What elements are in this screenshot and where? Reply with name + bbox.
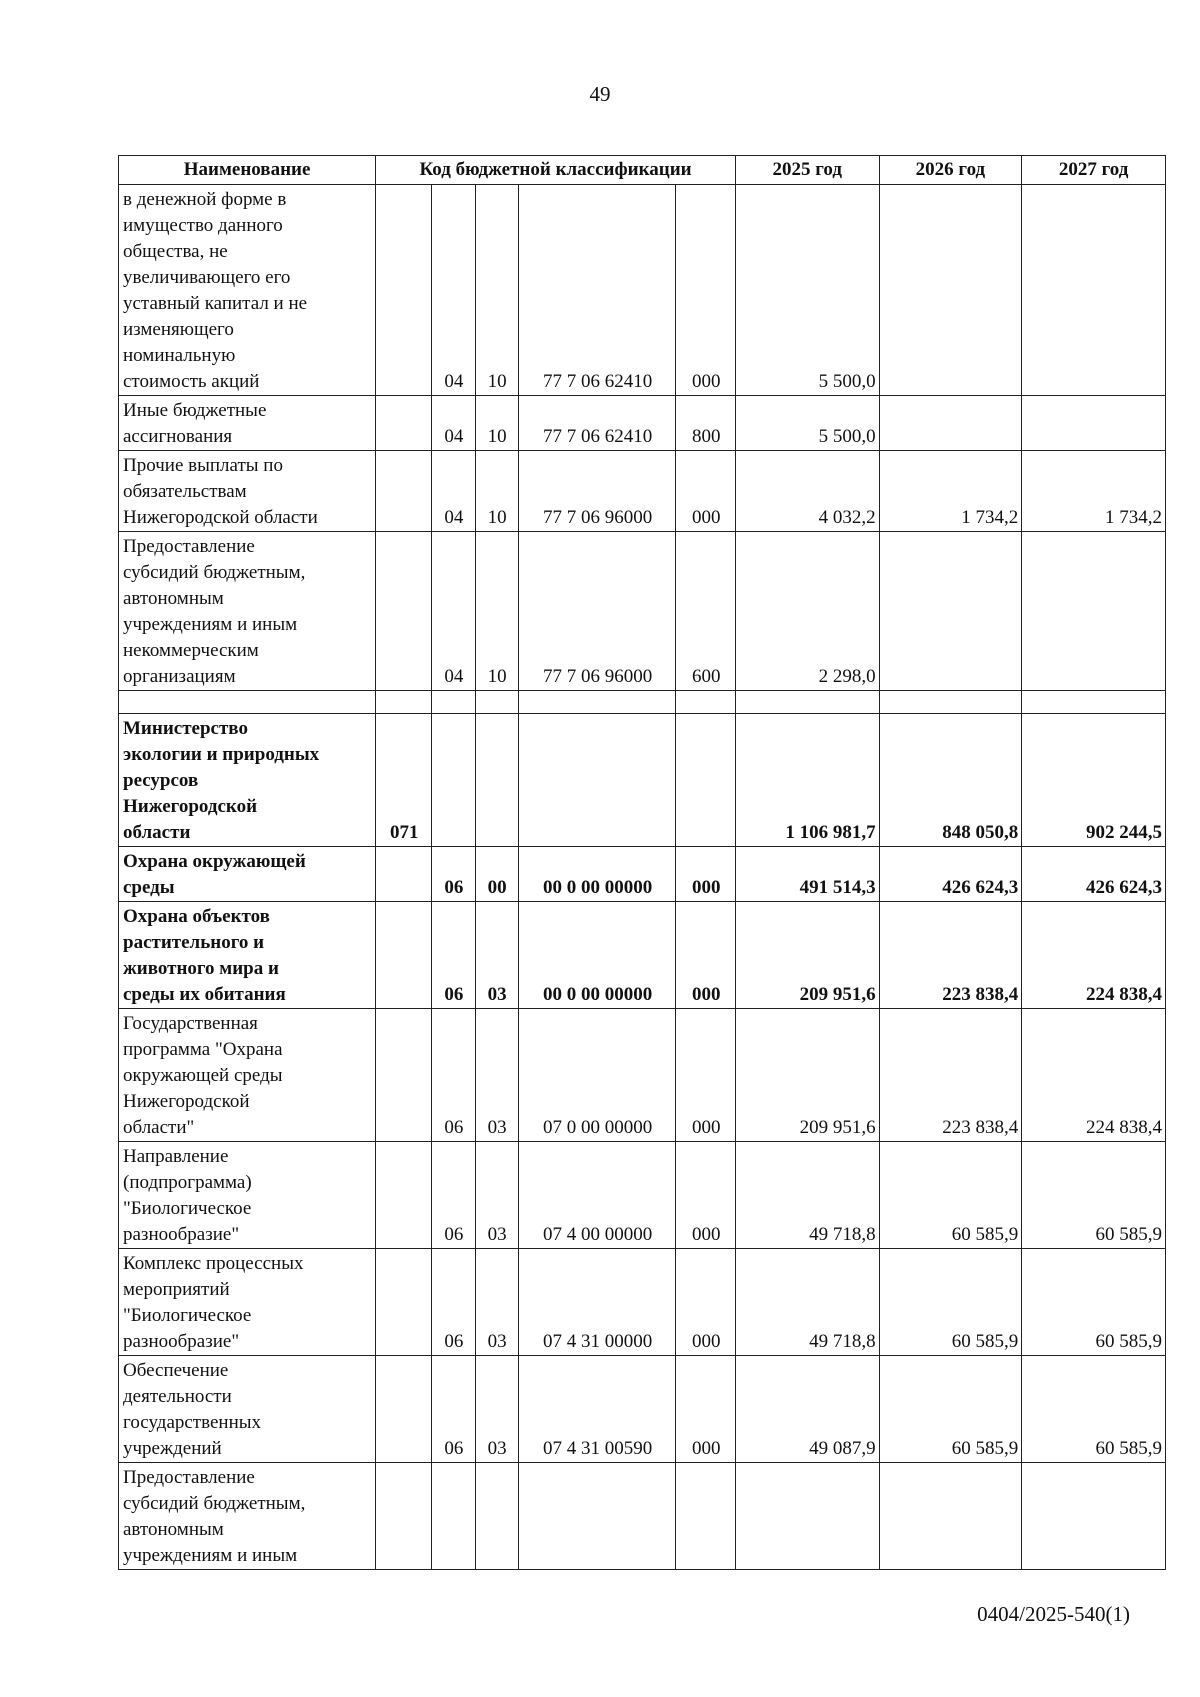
cell-y2027 — [1022, 396, 1166, 451]
cell-ministry — [376, 1142, 432, 1249]
cell-section: 06 — [432, 1142, 475, 1249]
cell-expense: 000 — [676, 902, 735, 1009]
row-name-line: обязательствам — [123, 481, 247, 502]
table-row — [119, 1142, 1166, 1249]
row-name-line: Обеспечение — [123, 1360, 229, 1381]
cell-y2026: 60 585,9 — [879, 1356, 1022, 1463]
cell-section: 04 — [432, 532, 475, 691]
cell-y2027: 60 585,9 — [1022, 1356, 1166, 1463]
cell-subsection: 10 — [475, 532, 518, 691]
cell-section: 04 — [432, 396, 475, 451]
row-name-line: учреждениям и иным — [123, 614, 298, 635]
row-name-line: общества, не — [123, 241, 228, 262]
cell-target: 07 4 00 00000 — [518, 1142, 676, 1249]
cell-ministry — [376, 691, 432, 714]
cell-y2026 — [879, 185, 1022, 396]
row-name — [119, 532, 376, 691]
cell-subsection: 10 — [475, 396, 518, 451]
cell-section: 04 — [432, 185, 475, 396]
cell-y2027: 224 838,4 — [1022, 902, 1166, 1009]
row-name — [119, 691, 376, 714]
row-name-line: Нижегородской области — [123, 507, 318, 528]
cell-y2026: 223 838,4 — [879, 1009, 1022, 1142]
row-name-line: "Биологическое — [123, 1198, 252, 1219]
cell-y2025: 49 718,8 — [735, 1142, 879, 1249]
row-name-line: Предоставление — [123, 1467, 255, 1488]
table-row — [119, 1356, 1166, 1463]
cell-ministry — [376, 847, 432, 902]
cell-subsection: 03 — [475, 902, 518, 1009]
cell-target: 07 4 31 00000 — [518, 1249, 676, 1356]
page-number: 49 — [589, 82, 611, 106]
cell-subsection — [475, 1463, 518, 1570]
row-name-line: Министерство — [123, 718, 248, 739]
header-2025: 2025 год — [735, 156, 879, 185]
table-row — [119, 1249, 1166, 1356]
row-name-line: Государственная — [123, 1013, 258, 1034]
cell-y2026 — [879, 532, 1022, 691]
cell-y2027 — [1022, 532, 1166, 691]
cell-section: 06 — [432, 1356, 475, 1463]
table-row — [119, 532, 1166, 691]
cell-y2025: 4 032,2 — [735, 451, 879, 532]
cell-y2027 — [1022, 185, 1166, 396]
row-name-line: Предоставление — [123, 536, 255, 557]
cell-y2026: 60 585,9 — [879, 1249, 1022, 1356]
cell-y2025: 5 500,0 — [735, 185, 879, 396]
row-name-line: увеличивающего его — [123, 267, 291, 288]
table-row — [119, 1463, 1166, 1570]
row-name-line: изменяющего — [123, 319, 234, 340]
row-name-line: окружающей среды — [123, 1065, 283, 1086]
table-row — [119, 185, 1166, 396]
row-name — [119, 1356, 376, 1463]
cell-ministry — [376, 1009, 432, 1142]
cell-ministry — [376, 1463, 432, 1570]
cell-ministry — [376, 1356, 432, 1463]
cell-y2026: 223 838,4 — [879, 902, 1022, 1009]
table-row — [119, 847, 1166, 902]
cell-y2025: 5 500,0 — [735, 396, 879, 451]
cell-y2025: 491 514,3 — [735, 847, 879, 902]
row-name-line: ассигнования — [123, 426, 233, 447]
cell-section — [432, 1463, 475, 1570]
row-name — [119, 902, 376, 1009]
cell-y2026: 426 624,3 — [879, 847, 1022, 902]
cell-subsection — [475, 691, 518, 714]
row-name-line: (подпрограмма) — [123, 1172, 252, 1193]
row-name-line: Охрана объектов — [123, 906, 270, 927]
cell-expense: 600 — [676, 532, 735, 691]
cell-y2025: 1 106 981,7 — [735, 714, 879, 847]
row-name-line: растительного и — [123, 932, 265, 953]
cell-y2027: 60 585,9 — [1022, 1249, 1166, 1356]
cell-target: 77 7 06 96000 — [518, 451, 676, 532]
row-name-line: некоммерческим — [123, 640, 259, 661]
cell-subsection — [475, 714, 518, 847]
row-name-line: Прочие выплаты по — [123, 455, 283, 476]
table-row — [119, 902, 1166, 1009]
cell-expense: 000 — [676, 1009, 735, 1142]
row-name-line: области" — [123, 1117, 195, 1138]
header-code: Код бюджетной классификации — [376, 156, 736, 185]
cell-y2027: 60 585,9 — [1022, 1142, 1166, 1249]
cell-expense: 000 — [676, 1142, 735, 1249]
cell-subsection: 03 — [475, 1009, 518, 1142]
cell-expense — [676, 714, 735, 847]
cell-y2027 — [1022, 691, 1166, 714]
cell-ministry — [376, 185, 432, 396]
row-name-line: уставный капитал и не — [123, 293, 308, 314]
cell-target: 77 7 06 62410 — [518, 396, 676, 451]
table-row — [119, 691, 1166, 714]
budget-table — [118, 155, 1166, 1570]
cell-subsection: 03 — [475, 1249, 518, 1356]
row-name-line: области — [123, 822, 191, 843]
table-row — [119, 451, 1166, 532]
cell-section — [432, 714, 475, 847]
cell-y2027 — [1022, 1463, 1166, 1570]
row-name-line: номинальную — [123, 345, 236, 366]
row-name-line: в денежной форме в — [123, 189, 287, 210]
cell-section — [432, 691, 475, 714]
cell-section: 06 — [432, 1249, 475, 1356]
row-name-line: имущество данного — [123, 215, 283, 236]
cell-expense: 000 — [676, 185, 735, 396]
cell-section: 06 — [432, 847, 475, 902]
cell-y2025: 49 087,9 — [735, 1356, 879, 1463]
cell-expense — [676, 1463, 735, 1570]
cell-subsection: 10 — [475, 185, 518, 396]
cell-ministry — [376, 532, 432, 691]
cell-y2025 — [735, 1463, 879, 1570]
row-name-line: учреждениям и иным — [123, 1545, 298, 1566]
cell-expense — [676, 691, 735, 714]
cell-expense: 000 — [676, 847, 735, 902]
row-name — [119, 1009, 376, 1142]
cell-y2027: 902 244,5 — [1022, 714, 1166, 847]
row-name-line: Охрана окружающей — [123, 851, 306, 872]
row-name-line: разнообразие" — [123, 1224, 240, 1245]
row-name — [119, 185, 376, 396]
cell-subsection: 03 — [475, 1142, 518, 1249]
row-name — [119, 451, 376, 532]
header-2026: 2026 год — [879, 156, 1022, 185]
table-row — [119, 396, 1166, 451]
cell-expense: 800 — [676, 396, 735, 451]
header-name: Наименование — [119, 156, 376, 185]
row-name-line: ресурсов — [123, 770, 199, 791]
cell-y2025: 2 298,0 — [735, 532, 879, 691]
row-name-line: стоимость акций — [123, 371, 260, 392]
cell-target — [518, 714, 676, 847]
cell-ministry — [376, 902, 432, 1009]
cell-y2026: 60 585,9 — [879, 1142, 1022, 1249]
row-name-line: субсидий бюджетным, — [123, 562, 306, 583]
row-name-line: "Биологическое — [123, 1305, 252, 1326]
row-name-line: деятельности — [123, 1386, 232, 1407]
cell-target: 07 4 31 00590 — [518, 1356, 676, 1463]
row-name-line: программа "Охрана — [123, 1039, 283, 1060]
cell-target — [518, 691, 676, 714]
row-name — [119, 1249, 376, 1356]
cell-ministry — [376, 451, 432, 532]
cell-expense: 000 — [676, 1249, 735, 1356]
cell-y2026 — [879, 691, 1022, 714]
table-body — [119, 185, 1166, 1570]
cell-y2026 — [879, 1463, 1022, 1570]
row-name — [119, 1142, 376, 1249]
cell-y2027: 1 734,2 — [1022, 451, 1166, 532]
cell-y2025 — [735, 691, 879, 714]
table-header-row — [119, 156, 1166, 185]
header-2027: 2027 год — [1022, 156, 1166, 185]
cell-y2025: 209 951,6 — [735, 902, 879, 1009]
cell-ministry — [376, 396, 432, 451]
cell-subsection: 10 — [475, 451, 518, 532]
row-name-line: учреждений — [123, 1438, 222, 1459]
row-name-line: разнообразие" — [123, 1331, 240, 1352]
cell-y2026: 848 050,8 — [879, 714, 1022, 847]
document-code: 0404/2025-540(1) — [977, 1602, 1130, 1626]
cell-expense: 000 — [676, 451, 735, 532]
row-name — [119, 396, 376, 451]
row-name-line: автономным — [123, 588, 224, 609]
table-row — [119, 714, 1166, 847]
cell-ministry: 071 — [376, 714, 432, 847]
row-name-line: Комплекс процессных — [123, 1253, 304, 1274]
row-name-line: Иные бюджетные — [123, 400, 267, 421]
row-name-line: субсидий бюджетным, — [123, 1493, 306, 1514]
cell-y2026 — [879, 396, 1022, 451]
cell-y2026: 1 734,2 — [879, 451, 1022, 532]
row-name — [119, 847, 376, 902]
cell-target: 77 7 06 96000 — [518, 532, 676, 691]
table-row — [119, 1009, 1166, 1142]
row-name — [119, 1463, 376, 1570]
cell-y2027: 426 624,3 — [1022, 847, 1166, 902]
row-name-line: Направление — [123, 1146, 229, 1167]
row-name-line: Нижегородской — [123, 1091, 250, 1112]
cell-subsection: 03 — [475, 1356, 518, 1463]
cell-y2025: 209 951,6 — [735, 1009, 879, 1142]
row-name-line: среды их обитания — [123, 984, 286, 1005]
row-name-line: экологии и природных — [123, 744, 320, 765]
cell-ministry — [376, 1249, 432, 1356]
row-name-line: мероприятий — [123, 1279, 230, 1300]
row-name-line: Нижегородской — [123, 796, 258, 817]
cell-target — [518, 1463, 676, 1570]
cell-target: 00 0 00 00000 — [518, 902, 676, 1009]
row-name-line: государственных — [123, 1412, 262, 1433]
row-name-line: среды — [123, 877, 175, 898]
cell-target: 07 0 00 00000 — [518, 1009, 676, 1142]
cell-target: 00 0 00 00000 — [518, 847, 676, 902]
cell-y2027: 224 838,4 — [1022, 1009, 1166, 1142]
row-name — [119, 714, 376, 847]
cell-expense: 000 — [676, 1356, 735, 1463]
cell-section: 06 — [432, 902, 475, 1009]
cell-subsection: 00 — [475, 847, 518, 902]
cell-target: 77 7 06 62410 — [518, 185, 676, 396]
cell-y2025: 49 718,8 — [735, 1249, 879, 1356]
row-name-line: животного мира и — [123, 958, 279, 979]
row-name-line: автономным — [123, 1519, 224, 1540]
cell-section: 06 — [432, 1009, 475, 1142]
cell-section: 04 — [432, 451, 475, 532]
row-name-line: организациям — [123, 666, 236, 687]
